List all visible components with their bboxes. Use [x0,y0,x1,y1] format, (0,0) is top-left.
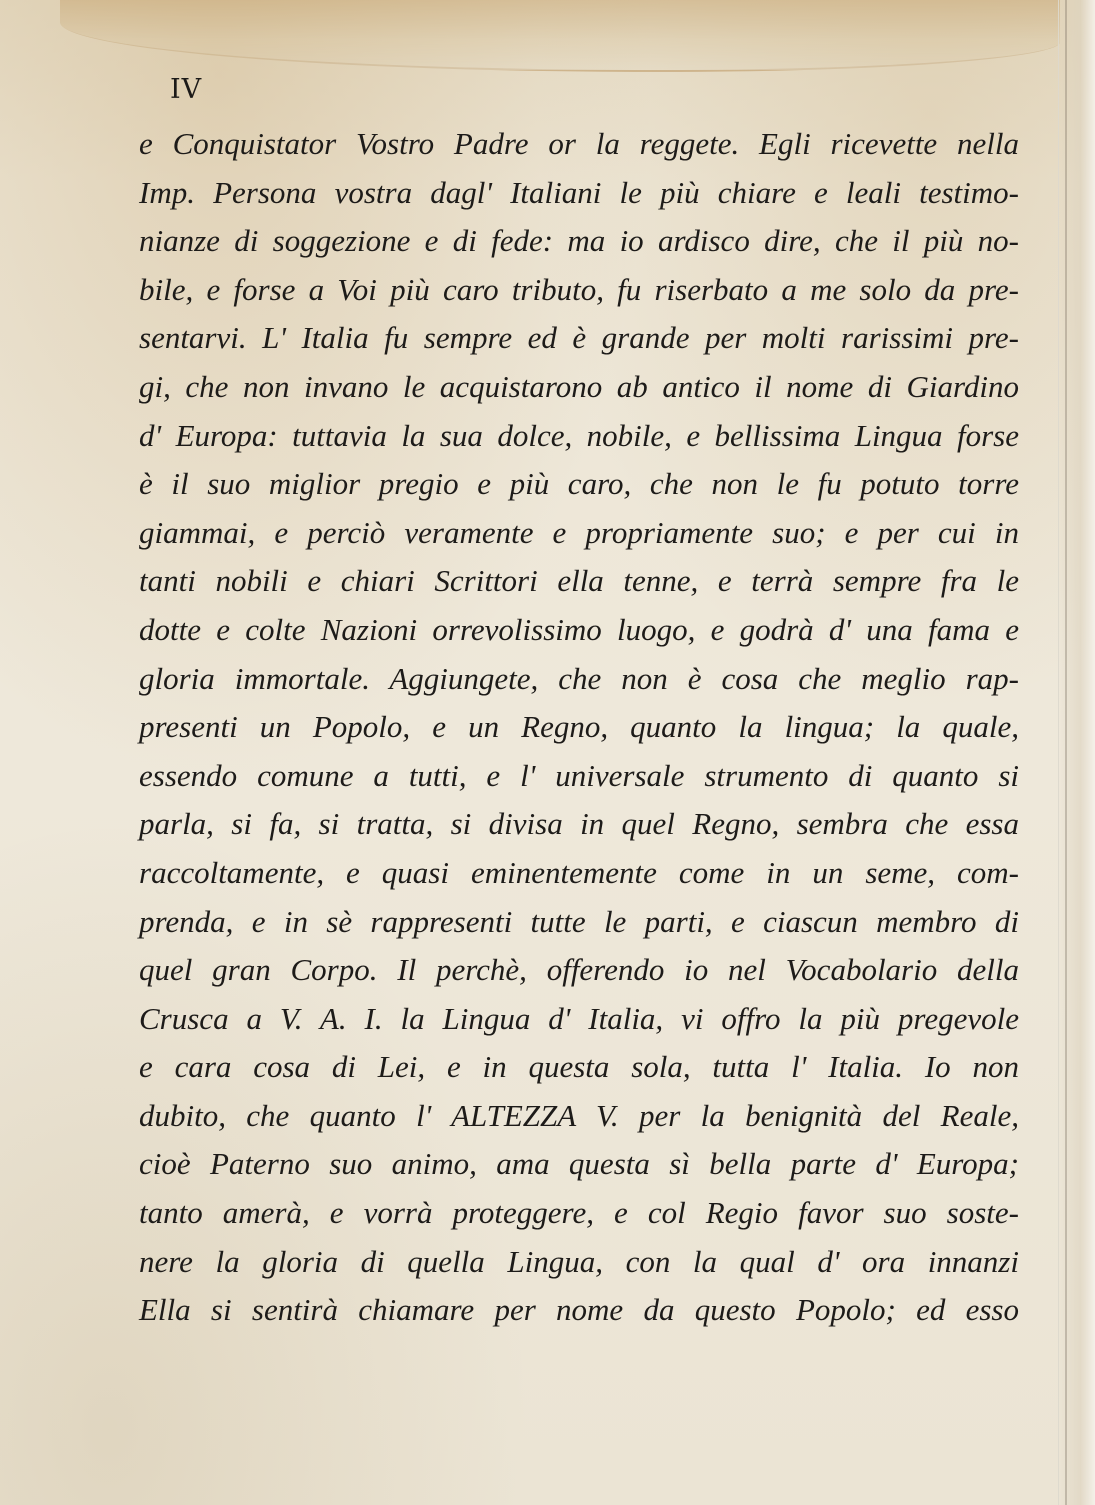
text-line: nianze di soggezione e di fede: ma io ardisco dire, che il più no- [139,223,1019,259]
text-line: dotte e colte Nazioni orrevolissimo luogo, e godrà d' una fama e [139,611,1019,647]
text-line: Ella si sentirà chiamare per nome da questo Popolo; ed esso [139,1292,1019,1328]
text-line: e cara cosa di Lei, e in questa sola, tutta l' Italia. Io non [139,1049,1019,1085]
text-line: Imp. Persona vostra dagl' Italiani le più chiare e leali testimo- [139,174,1019,210]
text-line: giammai, e perciò veramente e propriamente suo; e per cui in [139,514,1019,550]
text-line: Crusca a V. A. I. la Lingua d' Italia, vi offro la più pregevole [139,1000,1019,1036]
water-stain [60,0,1060,72]
text-line: quel gran Corpo. Il perchè, offerendo io nel Vocabolario della [139,952,1019,988]
text-line: raccoltamente, e quasi eminentemente come in un seme, com- [139,854,1019,890]
text-line: e Conquistator Vostro Padre or la reggete. Egli ricevette nella [139,126,1019,161]
page-number: IV [170,74,203,105]
body-text [139,120,1019,1335]
text-line: d' Europa: tuttavia la sua dolce, nobile, e bellissima Lingua forse [139,417,1019,453]
text-line: prenda, e in sè rappresenti tutte le parti, e ciascun membro di [139,903,1019,939]
text-line: nere la gloria di quella Lingua, con la qual d' ora innanzi [139,1243,1019,1279]
text-line: tanti nobili e chiari Scrittori ella tenne, e terrà sempre fra le [139,563,1019,599]
page-edge-line [1065,0,1067,1505]
text-line: bile, e forse a Voi più caro tributo, fu riserbato a me solo da pre- [139,271,1019,307]
text-line: sentarvi. L' Italia fu sempre ed è grande per molti rarissimi pre- [139,320,1019,356]
text-line: essendo comune a tutti, e l' universale strumento di quanto si [139,757,1019,793]
text-line: gloria immortale. Aggiungete, che non è cosa che meglio rap- [139,660,1019,696]
text-line: parla, si fa, si tratta, si divisa in quel Regno, sembra che essa [139,806,1019,842]
text-line: tanto amerà, e vorrà proteggere, e col Regio favor suo soste- [139,1195,1019,1231]
text-line: è il suo miglior pregio e più caro, che non le fu potuto torre [139,466,1019,502]
text-line: cioè Paterno suo animo, ama questa sì bella parte d' Europa; [139,1146,1019,1182]
page-edge [1058,0,1095,1505]
text-line: dubito, che quanto l' ALTEZZA V. per la benignità del Reale, [139,1097,1019,1133]
text-line: gi, che non invano le acquistarono ab antico il nome di Giardino [139,368,1019,404]
text-line: presenti un Popolo, e un Regno, quanto la lingua; la quale, [139,709,1019,745]
